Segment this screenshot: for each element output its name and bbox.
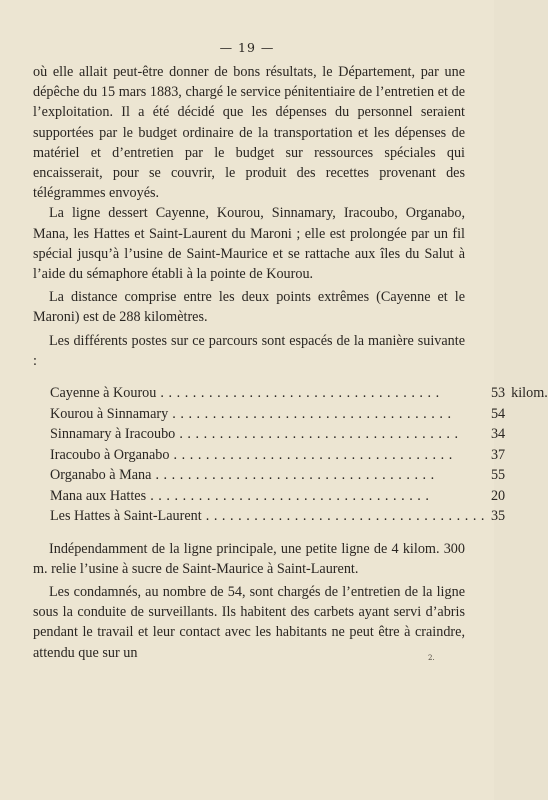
route-name: Iracoubo à Organabo [50, 446, 170, 463]
route-distance: 53 [490, 385, 506, 402]
route-distance: 20 [490, 487, 506, 504]
table-row [50, 383, 548, 404]
paragraph-secondary-line: Indépendamment de la ligne principale, une petite ligne de 4 kilom. 300 m. relie l’usine à sucre de Saint-Maurice à Saint-Laurent. [33, 540, 465, 577]
distance-unit [505, 465, 548, 486]
table-row [50, 506, 548, 527]
distance-unit [505, 506, 548, 527]
table-row [50, 486, 548, 507]
route-name: Les Hattes à Saint-Laurent [50, 508, 202, 525]
dot-leader [146, 488, 429, 504]
dot-leader [151, 467, 434, 483]
route-distance: 55 [490, 467, 506, 484]
paragraph-total-distance: La distance comprise entre les deux points extrêmes (Cayenne et le Maroni) est de 288 kilomètres. [33, 289, 465, 326]
dot-leader [168, 406, 451, 422]
route-distance: 54 [490, 405, 506, 422]
table-row [50, 465, 548, 486]
paragraph-line-stations: La ligne dessert Cayenne, Kourou, Sinnamary, Iracoubo, Organabo, Mana, les Hattes et Saint-Laurent du Maroni ; elle est prolongée par un fil spécial jusqu’à l’usine de Saint-Maurice et se rattache aux îles du Salut à l’aide du sémaphore établi à la pointe de Kourou. [33, 205, 465, 283]
route-name: Kourou à Sinnamary [50, 405, 169, 422]
dot-leader [170, 447, 453, 463]
distance-unit [505, 404, 548, 425]
dot-leader [202, 508, 485, 524]
table-row [50, 424, 548, 445]
paragraph-spacing-intro: Les différents postes sur ce parcours sont espacés de la manière suivante : [33, 332, 465, 369]
table-row [50, 445, 548, 466]
distance-table [50, 383, 548, 527]
body-text [33, 62, 548, 663]
paragraph-continuation: où elle allait peut-être donner de bons résultats, le Département, par une dépêche du 15 mars 1883, chargé le service pénitentiaire de l’entretien et de l’exploitation. Il a été décidé que les dépenses du personnel seraient supportées par le budget ordinaire de la transportation et les dépenses de matériel et d’entretien par le budget sur ressources spéciales qui encaisserait, pour se couvrir, le produit des recettes provenant des télégrammes envoyés. [33, 64, 465, 202]
page-number: — 19 — [219, 40, 275, 55]
distance-unit: kilom. [511, 385, 548, 402]
dot-leader [175, 426, 458, 442]
route-name: Organabo à Mana [50, 467, 152, 484]
route-distance: 37 [490, 446, 506, 463]
route-name: Cayenne à Kourou [50, 385, 157, 402]
paragraph-convicts: Les condamnés, au nombre de 54, sont chargés de l’entretien de la ligne sous la conduite de surveillants. Ils habitent des carbets ayant servi d’abris pendant le travail et leur contact avec les habitants ne peut être à craindre, attendu que sur un [33, 583, 465, 661]
distance-unit [505, 445, 548, 466]
table-row [50, 404, 548, 425]
route-name: Mana aux Hattes [50, 487, 147, 504]
route-distance: 35 [490, 508, 506, 525]
signature-mark: 2. [428, 654, 435, 662]
route-distance: 34 [490, 426, 506, 443]
distance-unit [505, 424, 548, 445]
dot-leader [156, 385, 439, 401]
distance-unit [505, 486, 548, 507]
route-name: Sinnamary à Iracoubo [50, 426, 176, 443]
